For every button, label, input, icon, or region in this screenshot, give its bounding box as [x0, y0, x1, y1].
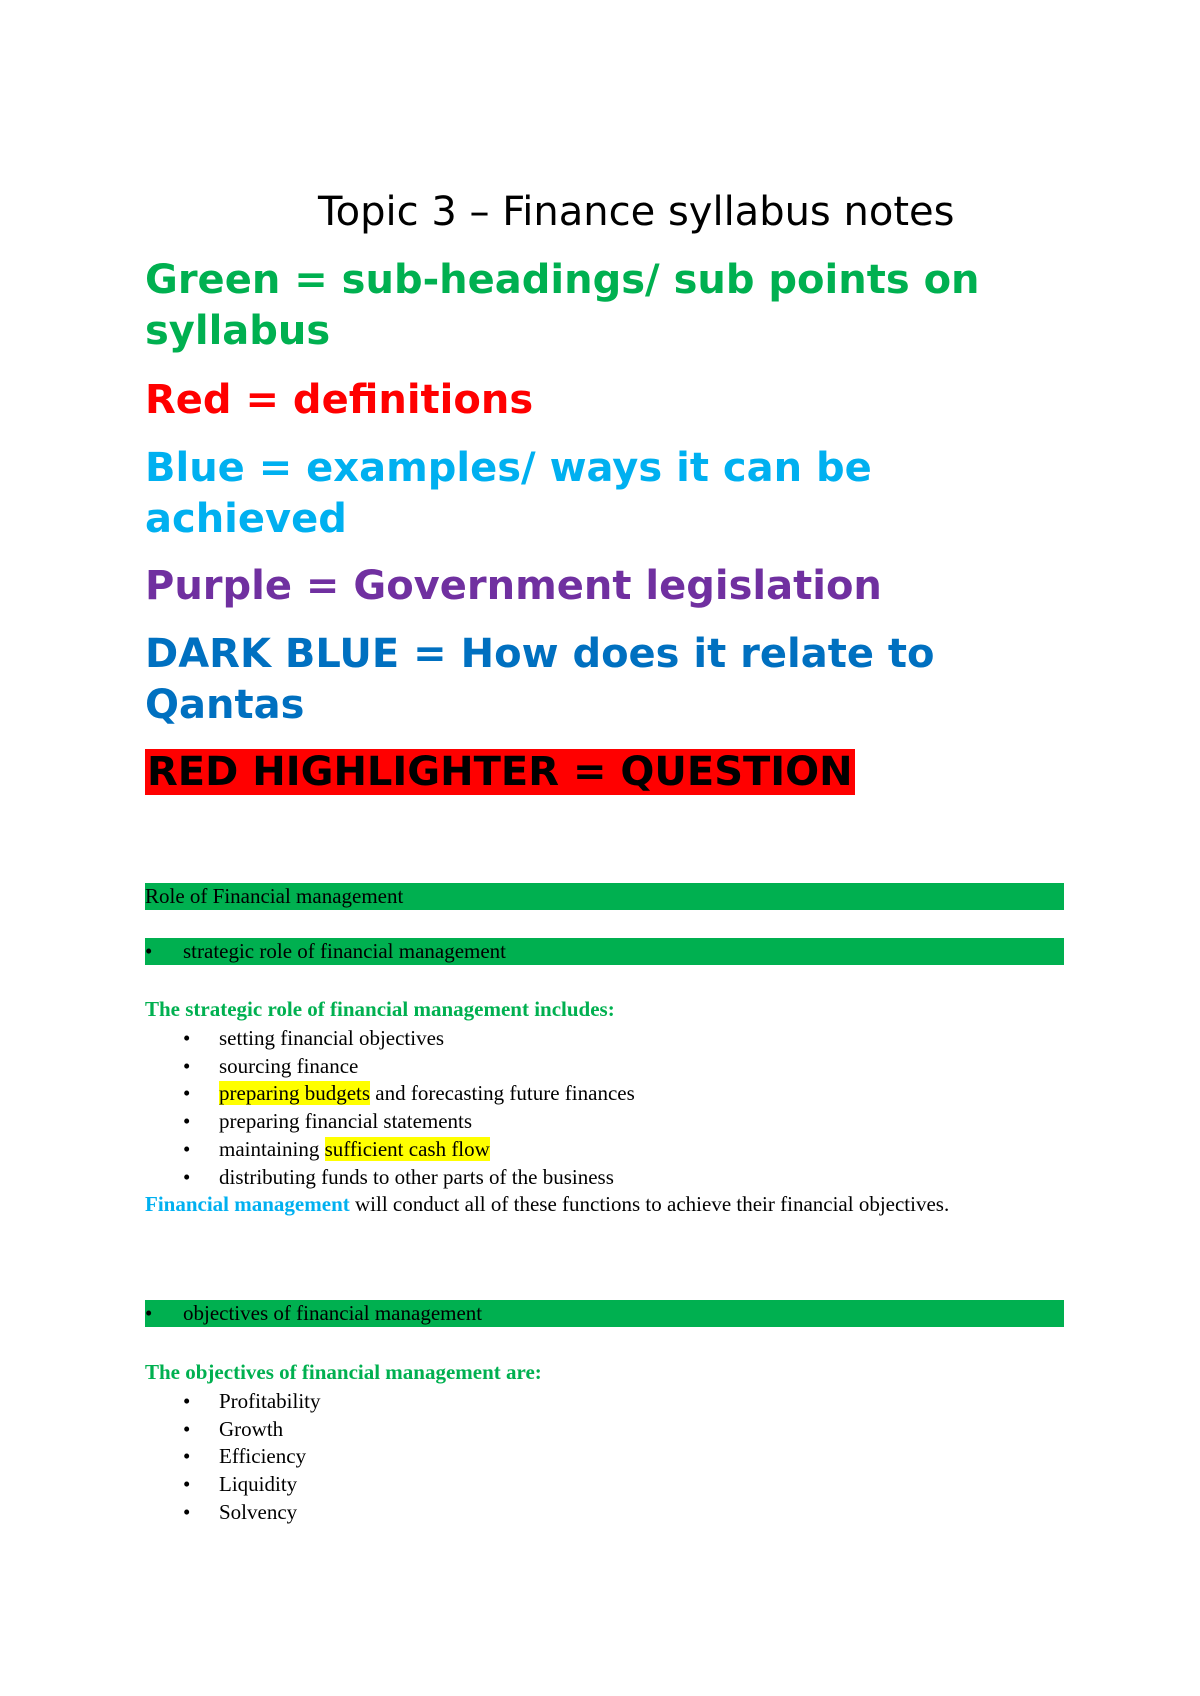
bullet-icon: • — [183, 1416, 191, 1441]
highlighted-term: sufficient cash flow — [324, 1136, 490, 1161]
list-item: • maintaining sufficient cash flow — [183, 1136, 635, 1164]
bullet-icon: • — [183, 1164, 191, 1189]
bullet-icon: • — [183, 1053, 191, 1078]
bullet-icon: • — [183, 1136, 191, 1161]
page-title: Topic 3 – Finance syllabus notes — [318, 189, 955, 235]
list-item: • Liquidity — [183, 1471, 321, 1499]
bullet-icon: • — [183, 1472, 191, 1497]
section-heading-objectives — [145, 1300, 1064, 1327]
bullet-icon: • — [145, 1301, 153, 1325]
legend-purple: Purple = Government legislation — [145, 563, 882, 609]
list-item: • distributing funds to other parts of the business — [183, 1164, 635, 1192]
red-highlight-label: RED HIGHLIGHTER = QUESTION — [147, 749, 853, 795]
list-item: • preparing financial statements — [183, 1108, 635, 1136]
objectives-list — [183, 1388, 321, 1527]
list-item: • Growth — [183, 1416, 321, 1444]
strategic-intro: The strategic role of financial management includes: — [145, 997, 615, 1021]
legend-red-highlighter — [145, 747, 1025, 798]
list-item: • Efficiency — [183, 1443, 321, 1471]
list-item: • setting financial objectives — [183, 1025, 635, 1053]
legend-red: Red = definitions — [145, 377, 534, 423]
highlighted-term: preparing budgets — [219, 1081, 371, 1106]
objectives-intro: The objectives of financial management are: — [145, 1360, 542, 1384]
section-heading-role-label: Role of Financial management — [145, 884, 404, 908]
list-item: • sourcing finance — [183, 1053, 635, 1081]
example-term: Financial management — [145, 1192, 350, 1216]
bullet-icon: • — [183, 1444, 191, 1469]
section-heading-role — [145, 883, 1064, 910]
strategic-summary: Financial management will conduct all of these functions to achieve their financial objectives. — [145, 1192, 950, 1216]
section-heading-strategic — [145, 938, 1064, 965]
bullet-icon: • — [183, 1109, 191, 1134]
list-item: • preparing budgets and forecasting future finances — [183, 1080, 635, 1108]
section-heading-strategic-label: strategic role of financial management — [183, 939, 507, 963]
bullet-icon: • — [145, 939, 153, 963]
legend-green: Green = sub-headings/ sub points on syllabus — [145, 257, 980, 354]
legend-blue: Blue = examples/ ways it can be achieved — [145, 445, 872, 542]
section-heading-objectives-label: objectives of financial management — [183, 1301, 483, 1325]
bullet-icon: • — [183, 1499, 191, 1524]
bullet-icon: • — [183, 1081, 191, 1106]
bullet-icon: • — [183, 1389, 191, 1413]
legend-dark-blue: DARK BLUE = How does it relate to Qantas — [145, 631, 935, 728]
bullet-icon: • — [183, 1026, 191, 1050]
list-item: • Solvency — [183, 1499, 321, 1527]
strategic-role-list — [183, 1025, 635, 1191]
list-item: • Profitability — [183, 1388, 321, 1416]
